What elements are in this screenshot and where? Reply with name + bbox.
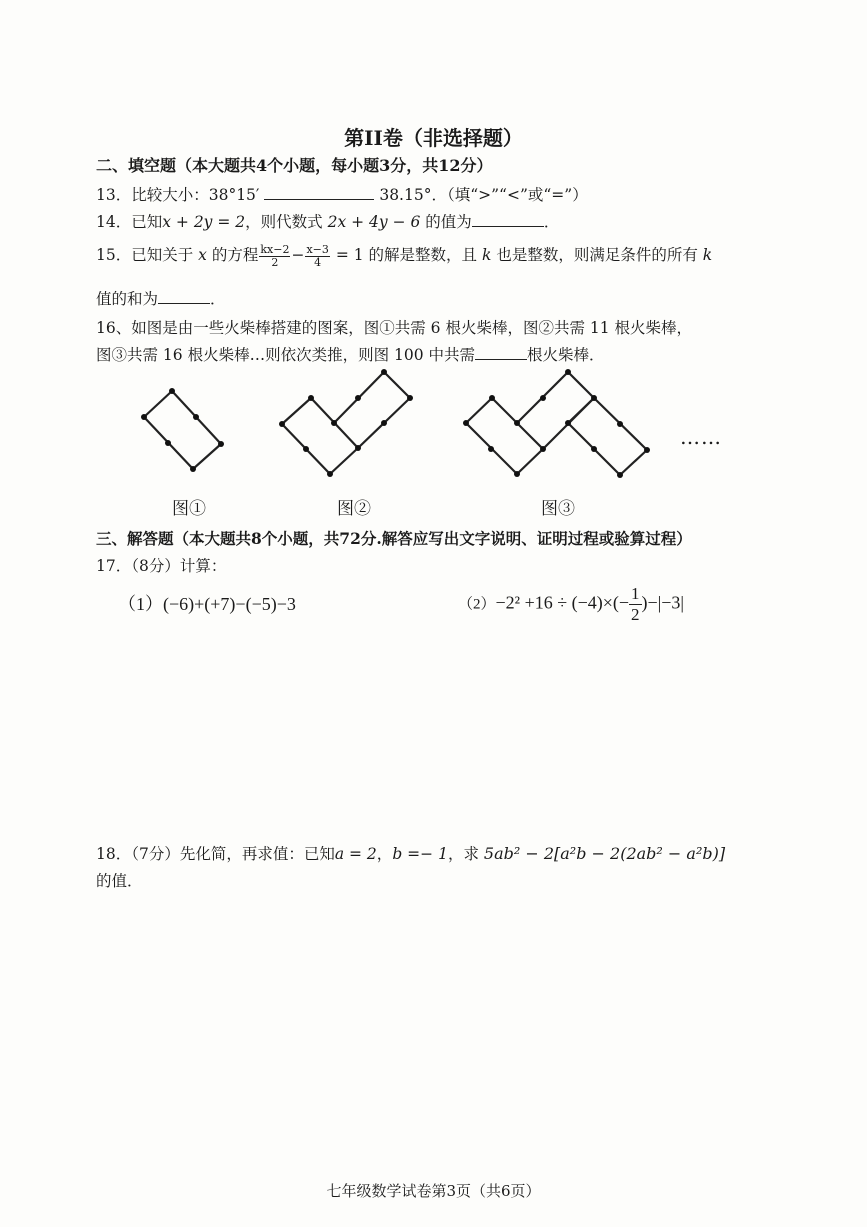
- q14-after: 的值为: [425, 213, 472, 231]
- q14-expression: 2x + 4y − 6: [327, 213, 421, 231]
- question-18-line2: 的值．: [96, 872, 143, 890]
- q17-part-2-label: （2）: [458, 596, 496, 613]
- matchstick-figures: [0, 0, 867, 520]
- q17-part-2: [458, 584, 684, 625]
- page-footer: 七年级数学试卷第3页（共6页）: [326, 1182, 541, 1200]
- q13-text: 13．比较大小：38°15′: [96, 186, 260, 204]
- q15-var-x: x: [198, 246, 207, 264]
- q18-b-value: b =− 1: [392, 845, 448, 863]
- q18-sep: ，: [376, 845, 393, 863]
- q18-label: 18．（7分）先化简，再求值：已知: [96, 845, 335, 863]
- q14-end: ．: [543, 213, 560, 231]
- q15-line2: 值的和为: [96, 290, 159, 308]
- question-18-line1: [96, 842, 725, 864]
- q15-end: ．: [210, 290, 226, 308]
- q17-fraction: [629, 584, 642, 625]
- q15-f1-num: kx−2: [260, 242, 290, 256]
- page-title: 第II卷（非选择题）: [344, 126, 523, 150]
- q17-part-2-expr-b: )−|−3|: [641, 592, 685, 613]
- q15-label: 15．已知关于: [96, 246, 194, 264]
- section-solutions-heading: 三、解答题（本大题共8个小题，共72分.解答应写出文字说明、证明过程或验算过程）: [96, 529, 692, 548]
- figure-2-label: 图②: [337, 499, 371, 519]
- q15-var-k2: k: [702, 246, 713, 264]
- q16-line2a: 图③共需 16 根火柴棒…则依次类推，则图 100 中共需: [96, 346, 476, 364]
- q18-mid: ，求: [447, 845, 479, 863]
- q18-a-value: a = 2: [334, 845, 377, 863]
- figure-1-matchsticks: [141, 388, 224, 472]
- q15-after2: 也是整数，则满足条件的所有: [496, 246, 698, 264]
- q15-f2-num: x−3: [306, 242, 329, 256]
- question-17-label: 17．（8分）计算：: [96, 557, 227, 575]
- q15-minus: −: [291, 246, 305, 264]
- q17-frac-num: 1: [631, 584, 640, 603]
- q14-mid: ，则代数式: [245, 213, 323, 231]
- q14-equation: x + 2y = 2: [162, 213, 246, 231]
- question-16-line1: 16、如图是由一些火柴棒搭建的图案，图①共需 6 根火柴棒，图②共需 11 根火柴棒，: [96, 319, 693, 337]
- figure-2-matchsticks: [279, 369, 413, 477]
- figure-1-label: 图①: [172, 499, 206, 519]
- figure-3-matchsticks: [463, 369, 650, 478]
- q17-part-2-expr-a: −2² +16 ÷ (−4)×(−: [495, 592, 630, 613]
- q17-part-1: （1）(−6)+(+7)−(−5)−3: [118, 594, 296, 614]
- q16-line2b: 根火柴棒．: [527, 346, 605, 364]
- figure-3-label: 图③: [541, 499, 575, 519]
- q17-frac-den: 2: [631, 605, 640, 624]
- q15-after: 的解是整数，且: [368, 246, 478, 264]
- q15-equals: = 1: [335, 246, 364, 264]
- section-fill-in-heading: 二、填空题（本大题共4个小题，每小题3分，共12分）: [96, 156, 493, 175]
- q13-text-after: 38.15°．（填“>”“<”或“=”）: [379, 186, 588, 204]
- figures-continuation-dots: ……: [680, 425, 722, 449]
- q18-expression: 5ab² − 2[a²b − 2(2ab² − a²b)]: [483, 844, 726, 863]
- q15-mid: 的方程: [211, 246, 259, 264]
- q15-f1-den: 2: [271, 255, 279, 269]
- q14-label: 14．已知: [96, 213, 163, 231]
- q15-f2-den: 4: [314, 255, 322, 269]
- q15-var-k: k: [482, 246, 492, 264]
